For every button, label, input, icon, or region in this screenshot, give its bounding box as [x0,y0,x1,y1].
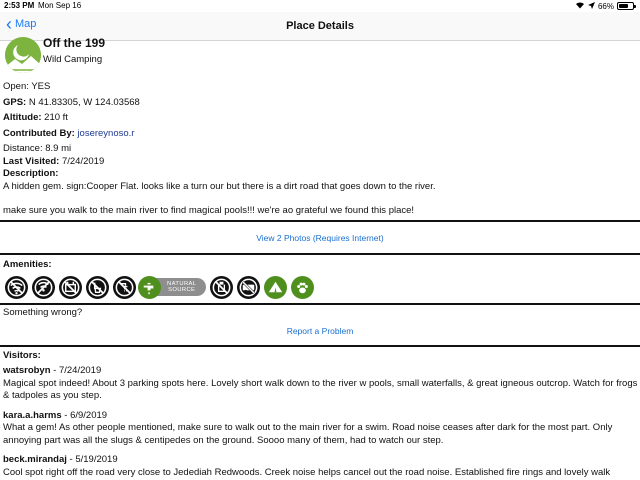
no-electricity-icon [59,276,82,299]
wifi-icon [575,1,585,11]
visitor-entry [0,454,640,479]
no-pets-icon [210,276,233,299]
amenities-list [0,276,640,299]
gps-row [0,97,640,110]
place-header [0,36,640,77]
status-right [575,1,634,11]
no-rv-icon [237,276,260,299]
amenities-label: Amenities: [3,259,52,270]
divider [0,253,640,255]
chevron-left-icon: ‹ [6,14,12,34]
description-text-1: A hidden gem. sign:Cooper Flat. looks like a turn our but there is a dirt road that goes down to the river. [3,180,436,192]
visitor-date: - 5/19/2019 [66,454,118,465]
no-wifi-icon [5,276,28,299]
problem-prompt: Something wrong? [3,306,83,318]
contributor-row [0,128,640,141]
visitor-header [3,410,640,423]
campground-logo-icon [5,37,41,73]
altitude-value: 210 ft [44,112,68,123]
divider [0,303,640,305]
natural-source-badge [142,278,206,296]
pets-allowed-icon [291,276,314,299]
visitor-username[interactable]: watsrobyn [3,365,51,376]
status-time: 2:53 PM [4,1,35,10]
natural-source-label: NATURAL SOURCE [167,280,197,293]
water-tap-icon [138,276,161,299]
location-arrow-icon [588,2,595,11]
last-visited-label: Last Visited: [3,155,60,167]
visitor-comment: Magical spot indeed! About 3 parking spots here. Lovely short walk down to the river w pools, small waterfalls, & great igneous outcrop. Watch for frogs & tadpoles as you step. [3,377,638,401]
view-photos-link[interactable]: View 2 Photos (Requires Internet) [256,232,384,243]
status-date: Mon Sep 16 [38,1,82,10]
visitor-comment: What a gem! As other people mentioned, make sure to walk out to the main river for a swim. Road noise ceases after dark for the most part. Only annoying part was all the slugs & centipedes on the ground. Soooo many of them, had to watch our step. [3,422,613,446]
gps-label: GPS: [3,96,27,108]
visitor-date: - 6/9/2019 [61,409,108,421]
battery-percent: 66% [597,1,614,11]
last-visited-value: 7/24/2019 [61,155,105,167]
no-shower-icon [113,276,136,299]
divider [0,345,640,347]
distance-row [0,143,640,156]
contributor-link[interactable]: josereynoso.r [77,127,135,139]
altitude-row [0,112,640,125]
visitor-entry [0,410,640,448]
no-toilet-icon [86,276,109,299]
status-bar [0,0,640,12]
page-title: Place Details [286,20,354,32]
description-label: Description: [3,168,59,179]
altitude-label: Altitude: [3,112,42,123]
back-label: Map [15,18,37,30]
last-visited-row [0,156,640,169]
no-signal-icon [32,276,55,299]
distance-value: 8.9 mi [45,143,72,154]
gps-value: N 41.83305, W 124.03568 [28,96,140,108]
description-text-2: make sure you walk to the main river to find magical pools!!! we're ao grateful we found this place! [3,205,415,216]
visitor-comment: Cool spot right off the road very close to Jedediah Redwoods. Creek noise helps cancel out the road noise. Established fire rings and lovely walk [3,466,611,478]
place-name: Off the 199 [43,36,106,50]
report-problem-link[interactable]: Report a Problem [286,326,354,336]
distance-label: Distance: [3,143,43,154]
visitor-date: - 7/24/2019 [50,365,102,376]
battery-icon [617,2,634,10]
visitor-header [3,365,640,378]
visitor-username[interactable]: beck.mirandaj [3,454,67,465]
tent-icon [264,276,287,299]
open-status: Open: YES [3,81,51,92]
contributor-label: Contributed By: [3,127,75,139]
place-type: Wild Camping [43,54,103,65]
visitors-label: Visitors: [3,349,41,361]
visitor-username[interactable]: kara.a.harms [3,409,62,421]
divider [0,220,640,222]
visitor-header [3,454,640,467]
place-details-content [0,36,640,479]
visitor-entry [0,365,640,403]
